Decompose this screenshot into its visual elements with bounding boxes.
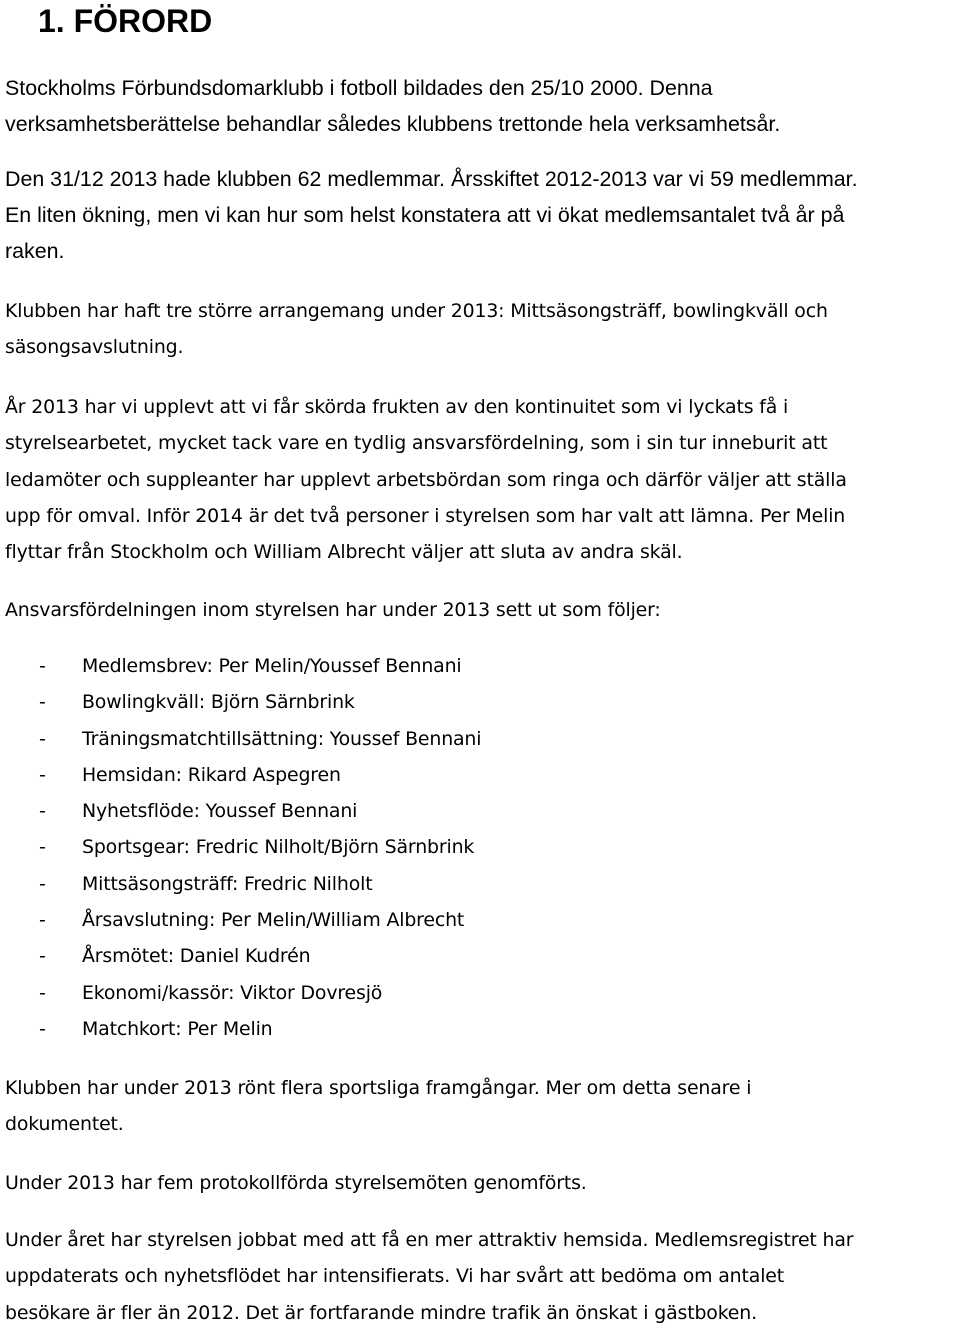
list-marker: - — [39, 836, 46, 859]
paragraph-line: verksamhetsberättelse behandlar således klubbens trettonde hela verksamhetsår. — [5, 112, 781, 136]
paragraph-line: Klubben har under 2013 rönt flera sportsliga framgångar. Mer om detta senare i — [5, 1077, 752, 1099]
list-item-text: Hemsidan: Rikard Aspegren — [82, 763, 341, 786]
list-marker: - — [39, 945, 46, 968]
paragraph-line: upp för omval. Inför 2014 är det två personer i styrelsen som har valt att lämna. Per Melin — [5, 504, 846, 527]
paragraph-line: Den 31/12 2013 hade klubben 62 medlemmar. Årsskiftet 2012-2013 var vi 59 medlemmar. — [5, 167, 858, 191]
list-marker: - — [39, 691, 46, 714]
roles-intro — [5, 592, 661, 628]
board-paragraph — [5, 389, 847, 570]
list-item-text: Årsavslutning: Per Melin/William Albrecht — [82, 909, 465, 932]
sports-paragraph — [5, 1070, 751, 1143]
list-item-text: Matchkort: Per Melin — [82, 1017, 273, 1040]
meetings-paragraph — [5, 1165, 587, 1201]
list-item-text: Mittsäsongsträff: Fredric Nilholt — [82, 872, 373, 895]
paragraph-line: raken. — [5, 239, 65, 263]
list-marker: - — [39, 872, 46, 895]
list-marker: - — [39, 800, 46, 823]
intro-paragraph — [5, 70, 780, 142]
list-marker: - — [39, 655, 46, 677]
paragraph-line: Klubben har haft tre större arrangemang under 2013: Mittsäsongsträff, bowlingkväll och — [5, 300, 828, 322]
list-item-text: Ekonomi/kassör: Viktor Dovresjö — [82, 981, 383, 1004]
list-marker: - — [39, 909, 46, 932]
paragraph-line: Ansvarsfördelningen inom styrelsen har under 2013 sett ut som följer: — [5, 599, 661, 621]
website-paragraph — [5, 1222, 853, 1331]
list-item-text: Medlemsbrev: Per Melin/Youssef Bennani — [82, 655, 462, 677]
list-item-text: Nyhetsflöde: Youssef Bennani — [82, 800, 358, 823]
paragraph-line: ledamöter och suppleanter har upplevt arbetsbördan som ringa och därför väljer att ställa — [5, 468, 847, 491]
list-item-text: Träningsmatchtillsättning: Youssef Bennani — [82, 727, 482, 750]
paragraph-line: År 2013 har vi upplevt att vi får skörda frukten av den kontinuitet som vi lyckats få i — [5, 396, 789, 418]
list-item-text: Årsmötet: Daniel Kudrén — [82, 945, 311, 968]
paragraph-line: Under 2013 har fem protokollförda styrelsemöten genomförts. — [5, 1172, 587, 1194]
list-item-text: Sportsgear: Fredric Nilholt/Björn Särnbrink — [82, 836, 475, 859]
list-marker: - — [39, 727, 46, 750]
list-marker: - — [39, 981, 46, 1004]
paragraph-line: styrelsearbetet, mycket tack vare en tydlig ansvarsfördelning, som i sin tur inneburit att — [5, 432, 828, 455]
paragraph-line: Stockholms Förbundsdomarklubb i fotboll bildades den 25/10 2000. Denna — [5, 76, 713, 100]
paragraph-line: dokumentet. — [5, 1113, 124, 1136]
members-paragraph — [5, 161, 858, 269]
list-marker: - — [39, 1017, 46, 1040]
paragraph-line: En liten ökning, men vi kan hur som helst konstatera att vi ökat medlemsantalet två år på — [5, 203, 845, 227]
list-marker: - — [39, 763, 46, 786]
paragraph-line: Under året har styrelsen jobbat med att få en mer attraktiv hemsida. Medlemsregistret har — [5, 1229, 854, 1251]
paragraph-line: flyttar från Stockholm och William Albrecht väljer att sluta av andra skäl. — [5, 541, 683, 564]
events-paragraph — [5, 293, 828, 366]
paragraph-line: besökare är fler än 2012. Det är fortfarande mindre trafik än önskat i gästboken. — [5, 1301, 757, 1324]
list-item-text: Bowlingkväll: Björn Särnbrink — [82, 691, 355, 714]
paragraph-line: uppdaterats och nyhetsflödet har intensifierats. Vi har svårt att bedöma om antalet — [5, 1265, 785, 1288]
section-heading: 1. FÖRORD — [38, 3, 213, 39]
paragraph-line: säsongsavslutning. — [5, 336, 184, 359]
